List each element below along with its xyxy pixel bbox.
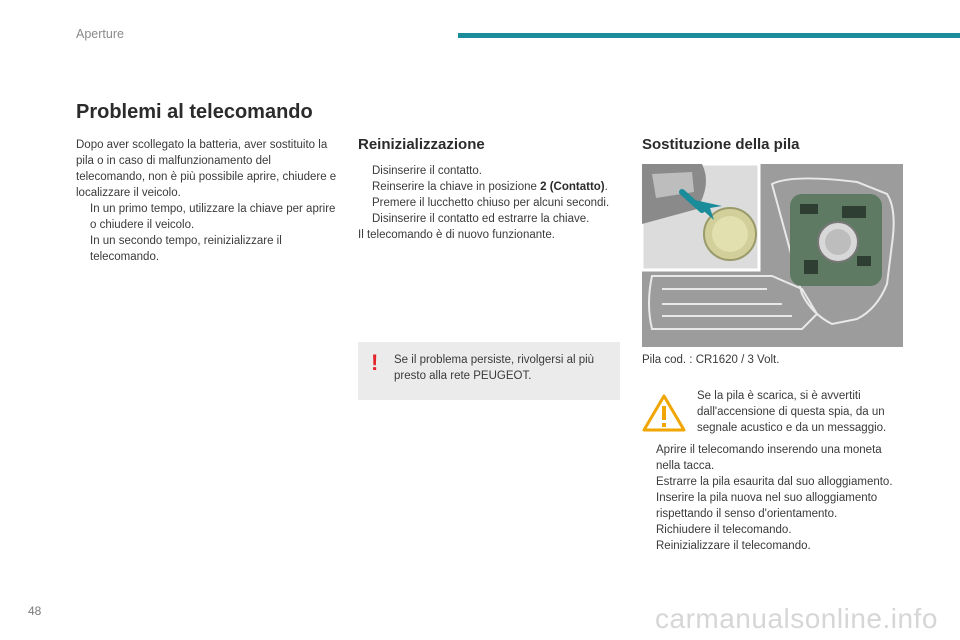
page-number: 48 (28, 604, 42, 618)
list-item: Premere il lucchetto chiuso per alcuni secondi. (372, 197, 610, 209)
intro-column (76, 137, 338, 265)
list-item: Disinserire il contatto. (372, 165, 482, 177)
list-item: Disinserire il contatto ed estrarre la chiave. (372, 213, 590, 225)
battery-replacement-illustration (642, 164, 903, 347)
notice-box (358, 342, 620, 400)
battery-column (642, 136, 908, 163)
contact-position: 2 (Contatto) (540, 181, 605, 193)
reinit-steps (358, 163, 620, 227)
page-title: Problemi al telecomando (76, 101, 313, 123)
watermark: carmanualsonline.info (655, 603, 938, 634)
list-item: Reinserire la chiave in posizione 2 (Contatto). (372, 181, 608, 193)
battery-code: Pila cod. : CR1620 / 3 Volt. (642, 354, 780, 366)
warning-triangle-icon (642, 394, 686, 432)
list-item: Aprire il telecomando inserendo una moneta nella tacca. (656, 444, 882, 472)
reinit-result: Il telecomando è di nuovo funzionante. (358, 229, 555, 241)
list-item: Reinizializzare il telecomando. (656, 540, 811, 552)
list-item: In un secondo tempo, reinizializzare il telecomando. (90, 235, 282, 263)
notice-text: Se il problema persiste, rivolgersi al più presto alla rete PEUGEOT. (394, 354, 595, 382)
intro-list (76, 201, 338, 265)
header-accent-bar (458, 33, 960, 38)
list-item: In un primo tempo, utilizzare la chiave per aprire o chiudere il veicolo. (90, 203, 336, 231)
key-illustration (642, 164, 903, 347)
list-item: Estrarre la pila esaurita dal suo alloggiamento. (656, 476, 893, 488)
intro-paragraph: Dopo aver scollegato la batteria, aver sostituito la pila o in caso di malfunzionamento del telecomando, non è più possibile aprire, chiudere e localizzare il veicolo. (76, 139, 337, 199)
list-item: Inserire la pila nuova nel suo alloggiamento rispettando il senso d'orientamento. (656, 492, 878, 520)
exclamation-icon: ! (371, 350, 379, 375)
list-item: Richiudere il telecomando. (656, 524, 792, 536)
reinit-column (358, 136, 620, 243)
battery-steps (642, 442, 908, 554)
battery-heading: Sostituzione della pila (642, 136, 800, 153)
section-label: Aperture (76, 27, 124, 41)
warning-text: Se la pila è scarica, si è avvertiti dall'accensione di questa spia, da un segnale acustico e da un messaggio. (697, 390, 887, 434)
reinit-heading: Reinizializzazione (358, 136, 485, 153)
